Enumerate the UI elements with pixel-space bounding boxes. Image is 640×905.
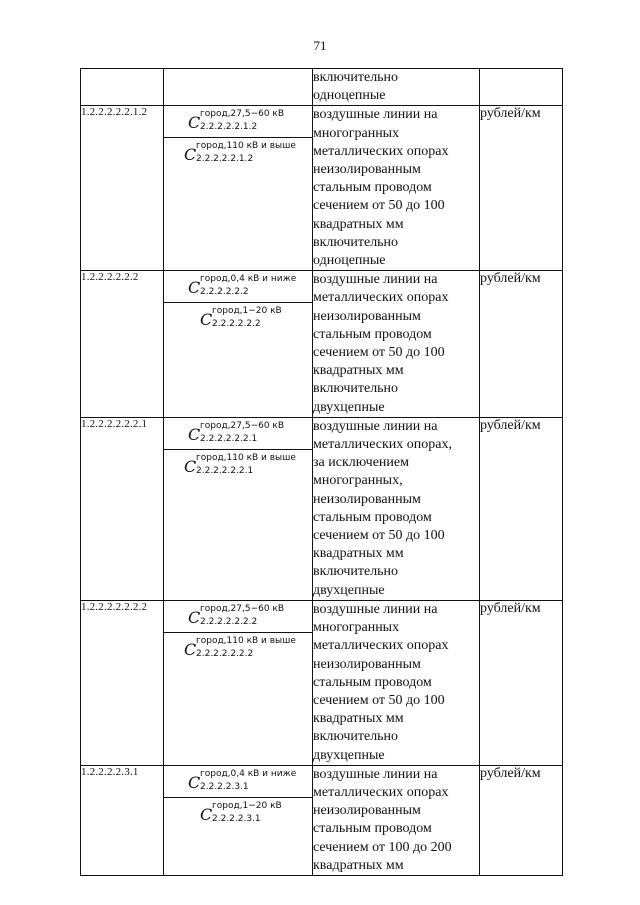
- description-line: за исключением: [313, 455, 409, 471]
- description-line: многогранных: [313, 125, 400, 141]
- description-line: многогранных,: [313, 473, 403, 489]
- unit-cell: рублей/км: [480, 600, 563, 765]
- formula-symbol: C: [188, 424, 201, 444]
- description-line: двухцепные: [313, 399, 385, 415]
- description-line: неизолированным: [313, 491, 421, 507]
- description-line: неизолированным: [313, 308, 421, 324]
- formula-subscript: 2.2.2.2.2.2: [212, 319, 261, 330]
- description-line: двухцепные: [313, 747, 385, 763]
- formula-symbol: C: [188, 113, 201, 133]
- description-line: сечением от 100 до 200: [313, 839, 452, 855]
- description-line: сечением от 50 до 100: [313, 692, 445, 708]
- description-line: квадратных мм: [313, 711, 404, 727]
- formula-symbol: C: [184, 639, 197, 659]
- formula-superscript: город,0,4 кВ и ниже: [200, 274, 297, 285]
- formula-superscript: город,110 кВ и выше: [196, 635, 296, 646]
- table-row: [81, 271, 563, 418]
- description-line: металлических опорах: [313, 784, 449, 800]
- description-line: воздушные линии на: [313, 601, 438, 617]
- formula-cell: [164, 600, 313, 765]
- description-line: стальным проводом: [313, 180, 432, 196]
- formula-superscript: город,1−20 кВ: [212, 800, 282, 811]
- description-line: воздушные линии на: [313, 272, 438, 288]
- page-number: 71: [313, 38, 327, 53]
- code-cell: 1.2.2.2.2.3.1: [81, 765, 164, 875]
- formula-subscript: 2.2.2.2.2.2.1: [200, 433, 258, 444]
- formula-subscript: 2.2.2.2.2.2.2: [200, 616, 258, 627]
- formula-superscript: город,1−20 кВ: [212, 306, 282, 317]
- formula-superscript: город,27,5−60 кВ: [200, 109, 285, 120]
- description-line: сечением от 50 до 100: [313, 345, 445, 361]
- formula-symbol: C: [188, 607, 201, 627]
- table-row: [81, 600, 563, 765]
- code-cell: 1.2.2.2.2.2.1.2: [81, 106, 164, 271]
- description-cell: [313, 765, 480, 875]
- description-cell: [313, 69, 480, 106]
- description-line: стальным проводом: [313, 821, 432, 837]
- formula-subscript: 2.2.2.2.2.2.2: [196, 648, 254, 659]
- formula-cell: [164, 765, 313, 875]
- description-line: одноцепные: [313, 88, 386, 104]
- description-line: включительно: [313, 729, 399, 745]
- description-line: воздушные линии на: [313, 107, 438, 123]
- formula-subscript: 2.2.2.2.2.2.1: [196, 465, 254, 476]
- description-cell: [313, 417, 480, 600]
- formula-subscript: 2.2.2.2.2.1.2: [200, 122, 258, 133]
- description-line: включительно: [313, 381, 399, 397]
- description-line: двухцепные: [313, 582, 385, 598]
- table-row: [81, 106, 563, 271]
- table-row: [81, 765, 563, 875]
- description-line: квадратных мм: [313, 363, 404, 379]
- tariff-formula: [164, 766, 312, 797]
- code-cell: 1.2.2.2.2.2.2.1: [81, 417, 164, 600]
- description-line: многогранных: [313, 620, 400, 636]
- formula-symbol: C: [184, 456, 197, 476]
- formula-symbol: C: [200, 804, 213, 824]
- code-cell: 1.2.2.2.2.2.2.2: [81, 600, 164, 765]
- description-cell: [313, 106, 480, 271]
- tariff-formula: [164, 302, 312, 334]
- description-line: воздушные линии на: [313, 418, 438, 434]
- description-cell: [313, 271, 480, 418]
- tariff-formula: [164, 449, 312, 481]
- table-row: [81, 417, 563, 600]
- formula-superscript: город,0,4 кВ и ниже: [200, 768, 297, 779]
- tariff-formula: [164, 797, 312, 829]
- tariff-formula: [164, 418, 312, 449]
- description-line: неизолированным: [313, 803, 421, 819]
- description-line: металлических опорах: [313, 143, 449, 159]
- description-line: включительно: [313, 234, 399, 250]
- description-line: неизолированным: [313, 162, 421, 178]
- description-line: воздушные линии на: [313, 766, 438, 782]
- description-line: включительно: [313, 564, 399, 580]
- description-line: включительно: [313, 70, 399, 85]
- formula-cell: [164, 69, 313, 106]
- description-cell: [313, 600, 480, 765]
- description-line: металлических опорах: [313, 638, 449, 654]
- unit-cell: [480, 69, 563, 106]
- tariff-formula: [164, 271, 312, 302]
- tariff-formula: [164, 632, 312, 664]
- formula-subscript: 2.2.2.2.2.1.2: [196, 154, 254, 165]
- description-line: стальным проводом: [313, 509, 432, 525]
- unit-cell: рублей/км: [480, 765, 563, 875]
- formula-symbol: C: [184, 145, 197, 165]
- tariff-formula: [164, 106, 312, 137]
- formula-symbol: C: [188, 278, 201, 298]
- formula-subscript: 2.2.2.2.2.2: [200, 287, 249, 298]
- code-cell: [81, 69, 164, 106]
- tariff-formula: [164, 137, 312, 169]
- description-line: стальным проводом: [313, 326, 432, 342]
- description-line: сечением от 50 до 100: [313, 528, 445, 544]
- description-line: квадратных мм: [313, 546, 404, 562]
- description-line: квадратных мм: [313, 216, 404, 232]
- formula-cell: [164, 417, 313, 600]
- table-row-continuation: [81, 69, 563, 106]
- code-cell: 1.2.2.2.2.2.2: [81, 271, 164, 418]
- description-line: сечением от 50 до 100: [313, 198, 445, 214]
- description-line: металлических опорах: [313, 290, 449, 306]
- description-line: неизолированным: [313, 656, 421, 672]
- formula-superscript: город,110 кВ и выше: [196, 452, 296, 463]
- formula-superscript: город,27,5−60 кВ: [200, 603, 285, 614]
- formula-cell: [164, 271, 313, 418]
- formula-cell: [164, 106, 313, 271]
- formula-symbol: C: [188, 772, 201, 792]
- unit-cell: рублей/км: [480, 271, 563, 418]
- formula-subscript: 2.2.2.2.3.1: [200, 781, 249, 792]
- description-line: стальным проводом: [313, 674, 432, 690]
- formula-symbol: C: [200, 310, 213, 330]
- tariff-formula: [164, 601, 312, 632]
- formula-superscript: город,110 кВ и выше: [196, 141, 296, 152]
- tariff-table: [80, 68, 563, 876]
- formula-subscript: 2.2.2.2.3.1: [212, 813, 261, 824]
- description-line: одноцепные: [313, 253, 386, 269]
- unit-cell: рублей/км: [480, 417, 563, 600]
- description-line: квадратных мм: [313, 857, 404, 873]
- formula-superscript: город,27,5−60 кВ: [200, 420, 285, 431]
- unit-cell: рублей/км: [480, 106, 563, 271]
- description-line: металлических опорах,: [313, 437, 452, 453]
